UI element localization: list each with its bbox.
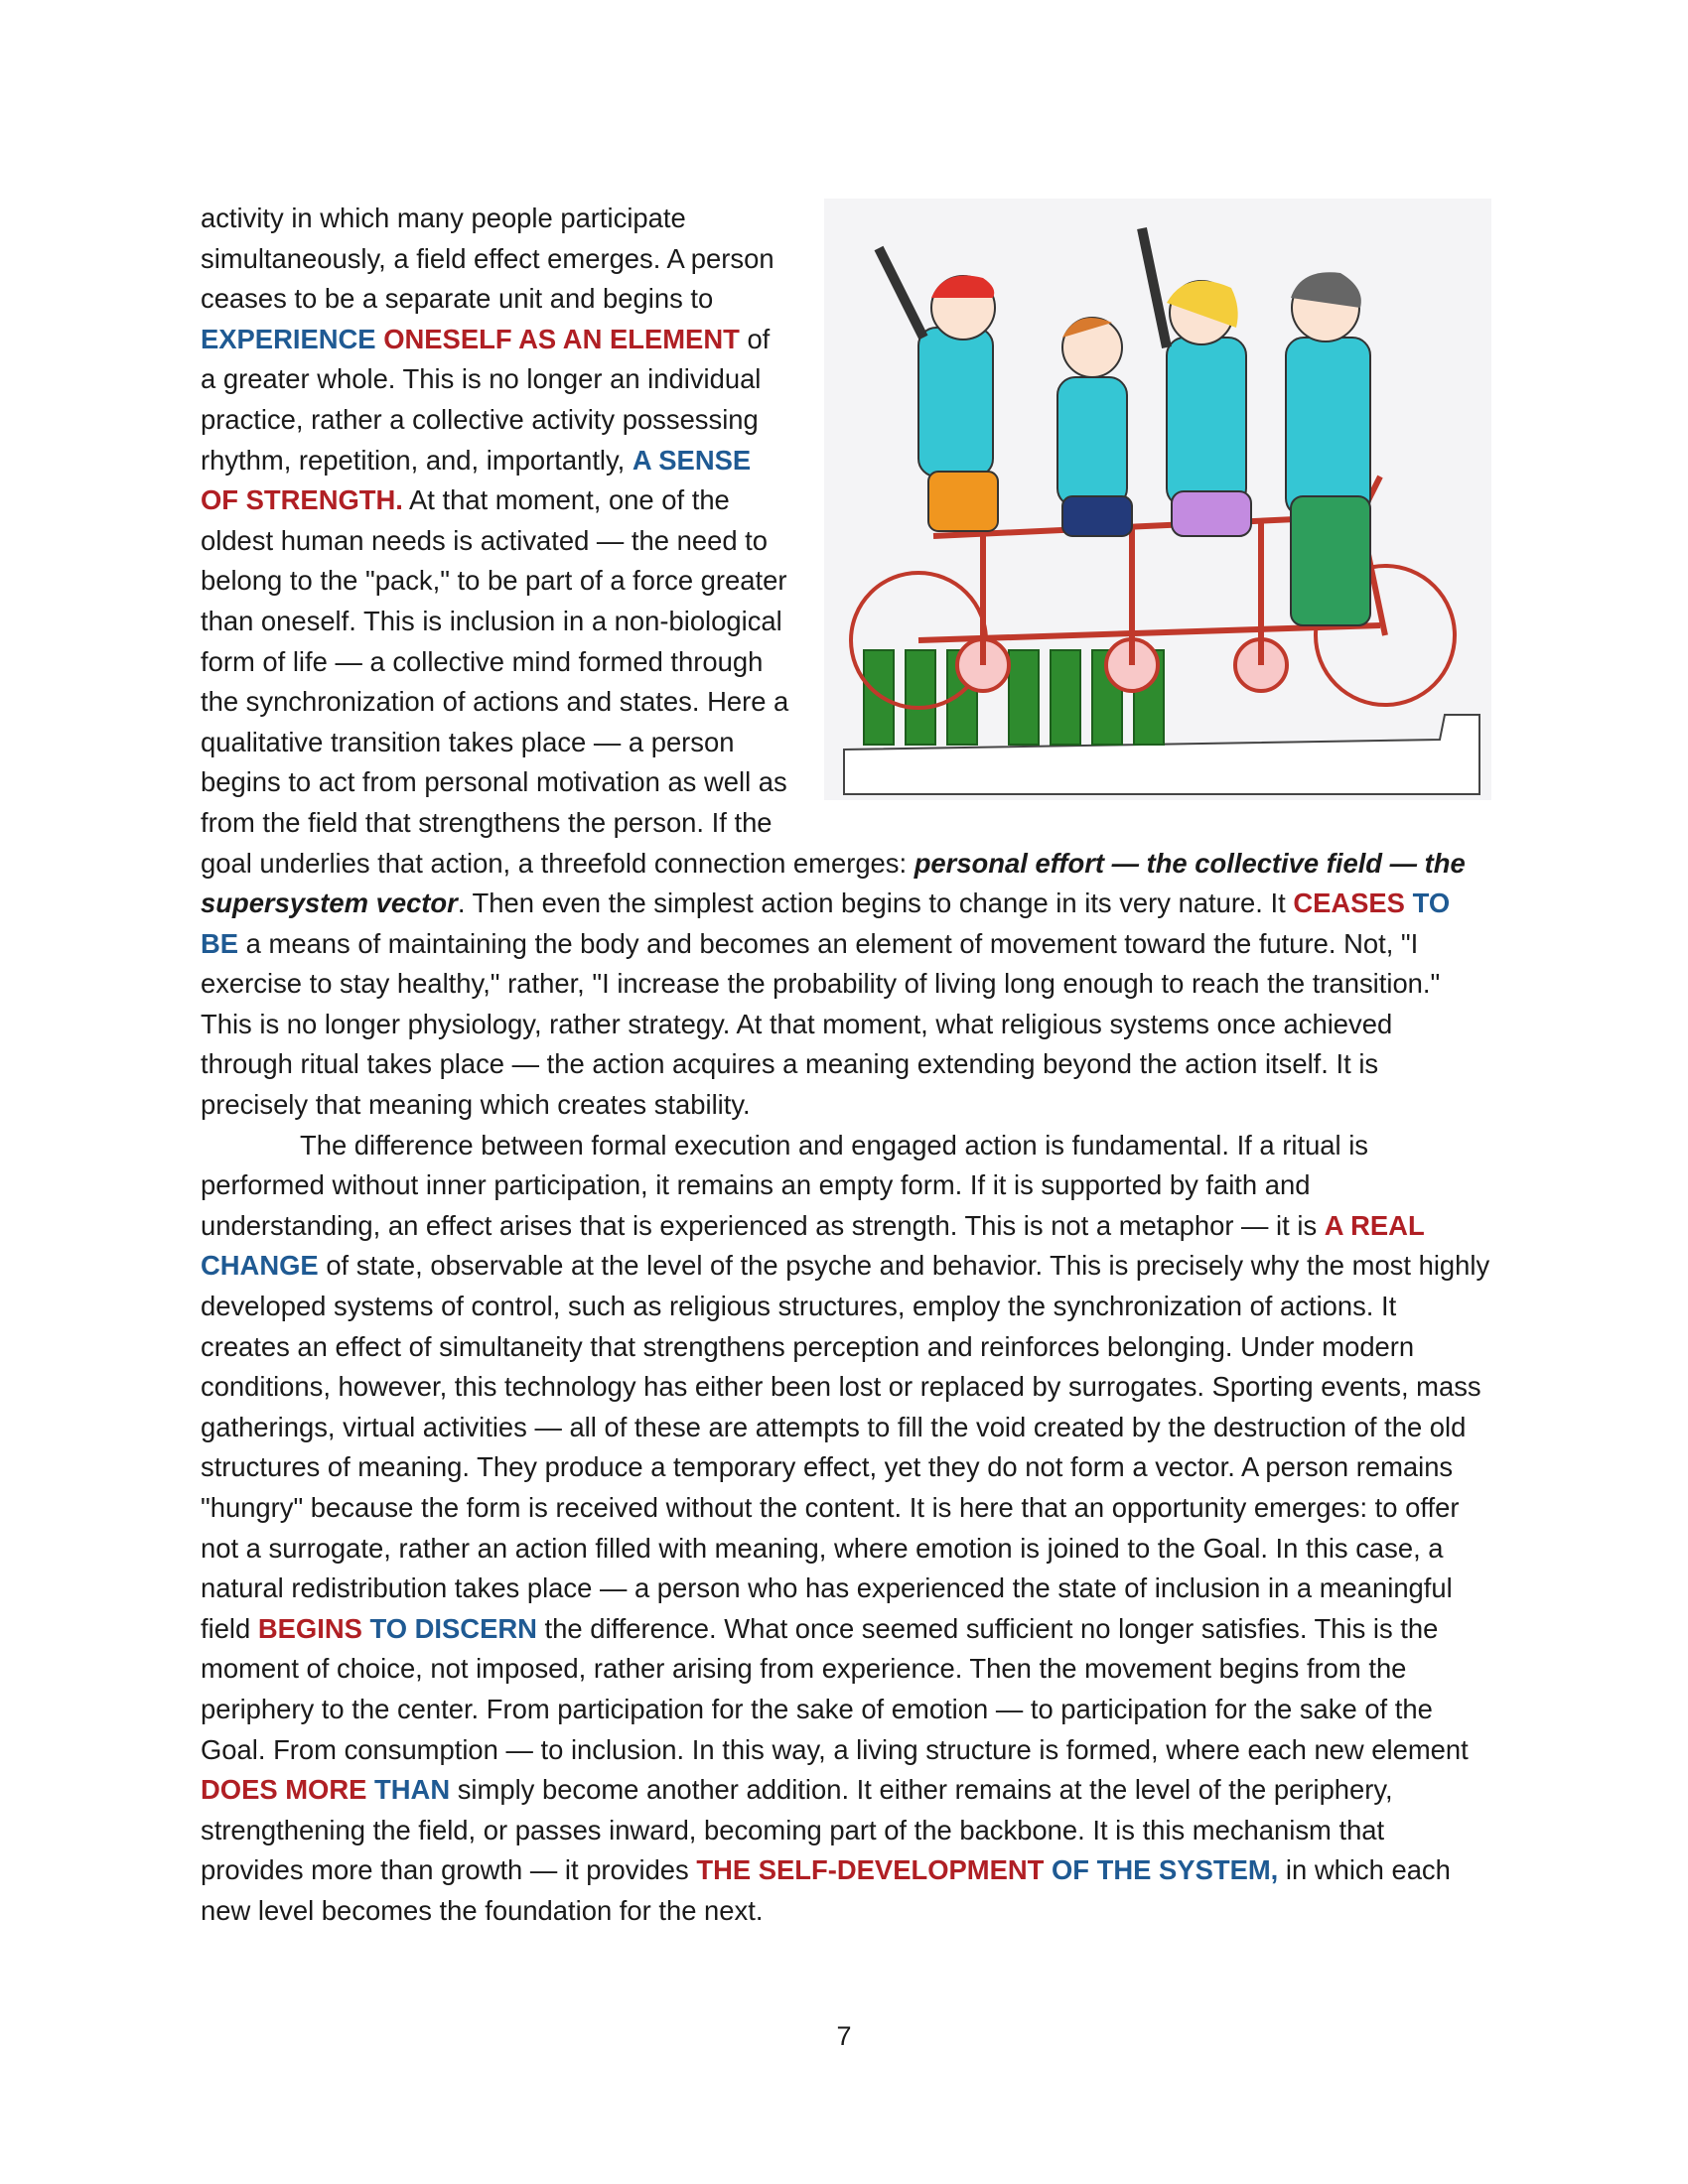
highlight-blue: TO BE	[201, 887, 1451, 959]
paragraph-text: The difference between formal execution and engaged action is fundamental. If a ritual is performed without inner participation, it remains an empty form. If it is supported by faith and understanding, an effect arises that is experienced as strength. This is not a metaphor — it is	[201, 1129, 1369, 1241]
highlight-blue: CHANGE	[201, 1250, 319, 1282]
paragraph-text: in which each new level becomes the foundation for the next.	[201, 1854, 1451, 1926]
highlight-blue: THAN	[374, 1774, 451, 1806]
highlight-blue: EXPERIENCE	[201, 323, 376, 354]
highlight-red: CEASES	[1293, 887, 1405, 919]
page-number: 7	[836, 2021, 852, 2051]
paragraph-text: a means of maintaining the body and becomes an element of movement toward the future. Not, "I exercise to stay healthy," rather, "I increase the probability of living long enough to reach the transition." This is no longer physiology, rather strategy. At that moment, what religious systems once achieved through ritual takes place — the action acquires a meaning extending beyond the action itself. It is precisely that meaning which creates stability.	[201, 927, 1441, 1121]
paragraph-text: of a greater whole. This is no longer an individual practice, rather a collective activity possessing rhythm, repetition, and, importantly,	[201, 323, 771, 476]
tandem-bicycle-illustration	[824, 199, 1491, 800]
highlight-red: A REAL	[1324, 1209, 1425, 1241]
body-text	[201, 199, 1491, 1932]
highlight-red: OF STRENGTH.	[201, 484, 403, 516]
paragraph-text: of state, observable at the level of the psyche and behavior. This is precisely why the most highly developed systems of control, such as religious structures, employ the synchronization of actions. It creates an effect of simultaneity that strengthens perception and reinforces belonging. Under modern conditions, however, this technology has either been lost or replaced by surrogates. Sporting events, mass gatherings, virtual activities — all of these are attempts to fill the void created by the destruction of the old structures of meaning. They produce a temporary effect, yet they do not form a vector. A person remains "hungry" because the form is received without the content. It is here that an opportunity emerges: to offer not a surrogate, rather an action filled with meaning, where emotion is joined to the Goal. In this case, a natural redistribution takes place — a person who has experienced the state of inclusion in a meaningful field	[201, 1250, 1490, 1644]
paragraph-text: activity in which many people participate simultaneously, a field effect emerges. A person ceases to be a separate unit and begins to	[201, 203, 774, 315]
paragraph-text: simply become another addition. It either remains at the level of the periphery, strengthening the field, or passes inward, becoming part of the backbone. It is this mechanism that provides more than growth — it provides	[201, 1774, 1393, 1886]
highlight-red: DOES MORE	[201, 1774, 367, 1806]
paragraph-text: . Then even the simplest action begins to change in its very nature. It	[457, 887, 1294, 919]
highlight-blue: A SENSE	[632, 444, 752, 476]
highlight-red: ONESELF AS AN ELEMENT	[383, 323, 740, 354]
paragraph-2	[201, 1126, 1491, 1932]
emphasis-text: personal effort — the collective field — the supersystem vector	[201, 847, 1466, 919]
highlight-blue: OF THE SYSTEM,	[1052, 1854, 1279, 1886]
paragraph-text: the difference. What once seemed sufficient no longer satisfies. This is the moment of choice, not imposed, rather arising from experience. Then the movement begins from the periphery to the center. From participation for the sake of emotion — to participation for the sake of the Goal. From consumption — to inclusion. In this way, a living structure is formed, where each new element	[201, 1612, 1469, 1765]
highlight-red: THE SELF-DEVELOPMENT	[696, 1854, 1045, 1886]
highlight-blue: TO DISCERN	[369, 1612, 537, 1644]
paragraph-text: At that moment, one of the oldest human needs is activated — the need to belong to the "pack," to be part of a force greater than oneself. This is inclusion in a non-biological form of life — a collective mind formed through the synchronization of actions and states. Here a qualitative transition takes place — a person begins to act from personal motivation as well as from the field that strengthens the person. If the goal underlies that action, a threefold connection emerges:	[201, 484, 914, 879]
highlight-red: BEGINS	[257, 1612, 362, 1644]
